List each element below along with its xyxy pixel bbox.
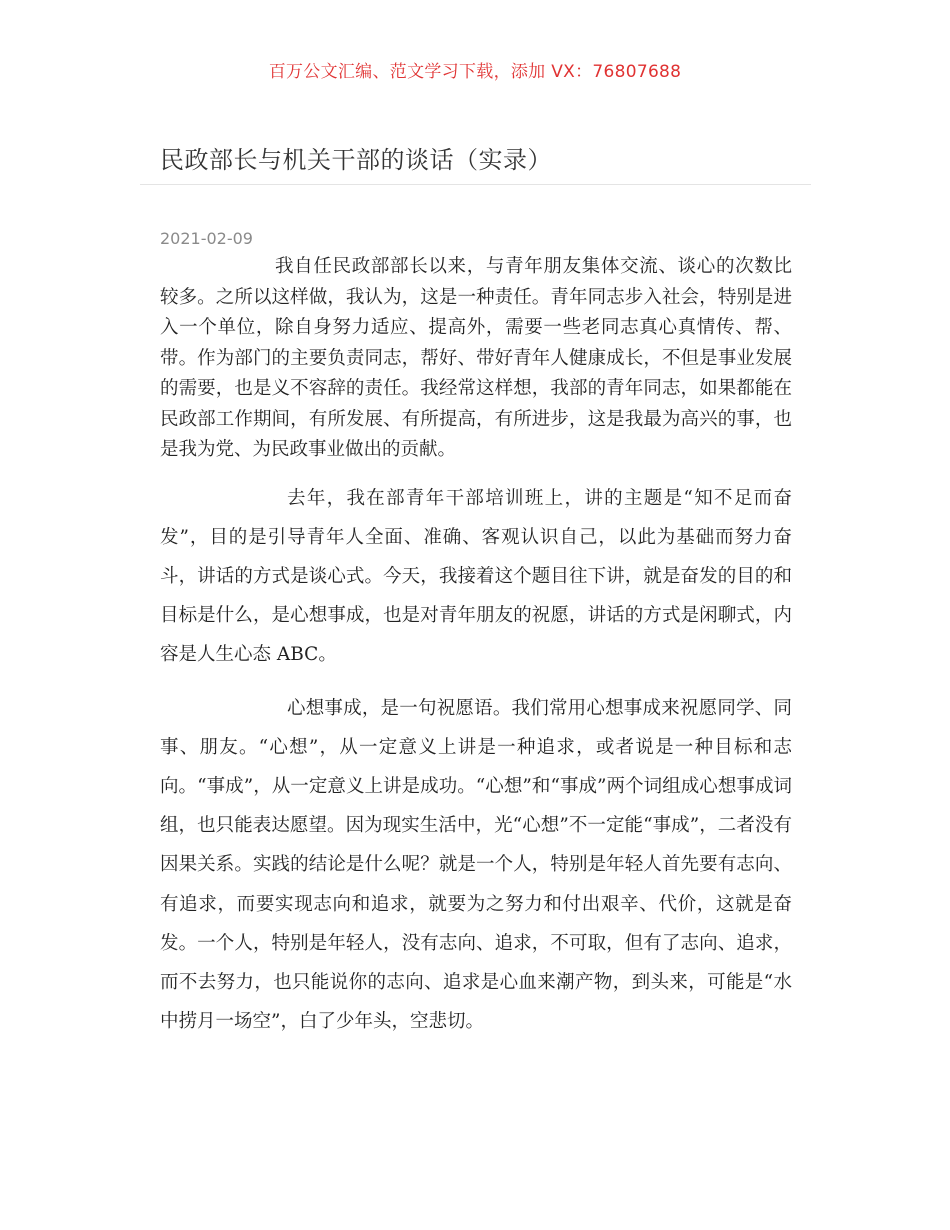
article-paragraph-2: 去年，我在部青年干部培训班上，讲的主题是“知不足而奋发”，目的是引导青年人全面、准确、客观认识自己，以此为基础而努力奋斗，讲话的方式是谈心式。今天，我接着这个题目往下讲，就是奋发的目的和目标是什么，是心想事成，也是对青年朋友的祝愿，讲话的方式是闲聊式，内容是人生心态 ABC。 [160,487,792,665]
article-paragraph-1: 我自任民政部部长以来，与青年朋友集体交流、谈心的次数比较多。之所以这样做，我认为，这是一种责任。青年同志步入社会，特别是进入一个单位，除自身努力适应、提高外，需要一些老同志真心真情传、帮、带。作为部门的主要负责同志，帮好、带好青年人健康成长，不但是事业发展的需要，也是义不容辞的责任。我经常这样想，我部的青年同志，如果都能在民政部工作期间，有所发展、有所提高，有所进步，这是我最为高兴的事，也是我为党、为民政事业做出的贡献。 [160,256,792,460]
title-divider [140,184,811,185]
article-body [160,252,792,1041]
article-title: 民政部长与机关干部的谈话（实录） [160,146,552,174]
publish-date: 2021-02-09 [160,229,253,248]
watermark-banner: 百万公文汇编、范文学习下载，添加 VX：76807688 [268,62,682,82]
article-paragraph-3: 心想事成，是一句祝愿语。我们常用心想事成来祝愿同学、同事、朋友。“心想”，从一定意义上讲是一种追求，或者说是一种目标和志向。“事成”，从一定意义上讲是成功。“心想”和“事成”两个词组成心想事成词组，也只能表达愿望。因为现实生活中，光“心想”不一定能“事成”，二者没有因果关系。实践的结论是什么呢？就是一个人，特别是年轻人首先要有志向、有追求，而要实现志向和追求，就要为之努力和付出艰辛、代价，这就是奋发。一个人，特别是年轻人，没有志向、追求，不可取，但有了志向、追求，而不去努力，也只能说你的志向、追求是心血来潮产物，到头来，可能是“水中捞月一场空”，白了少年头，空悲切。 [160,697,792,1033]
